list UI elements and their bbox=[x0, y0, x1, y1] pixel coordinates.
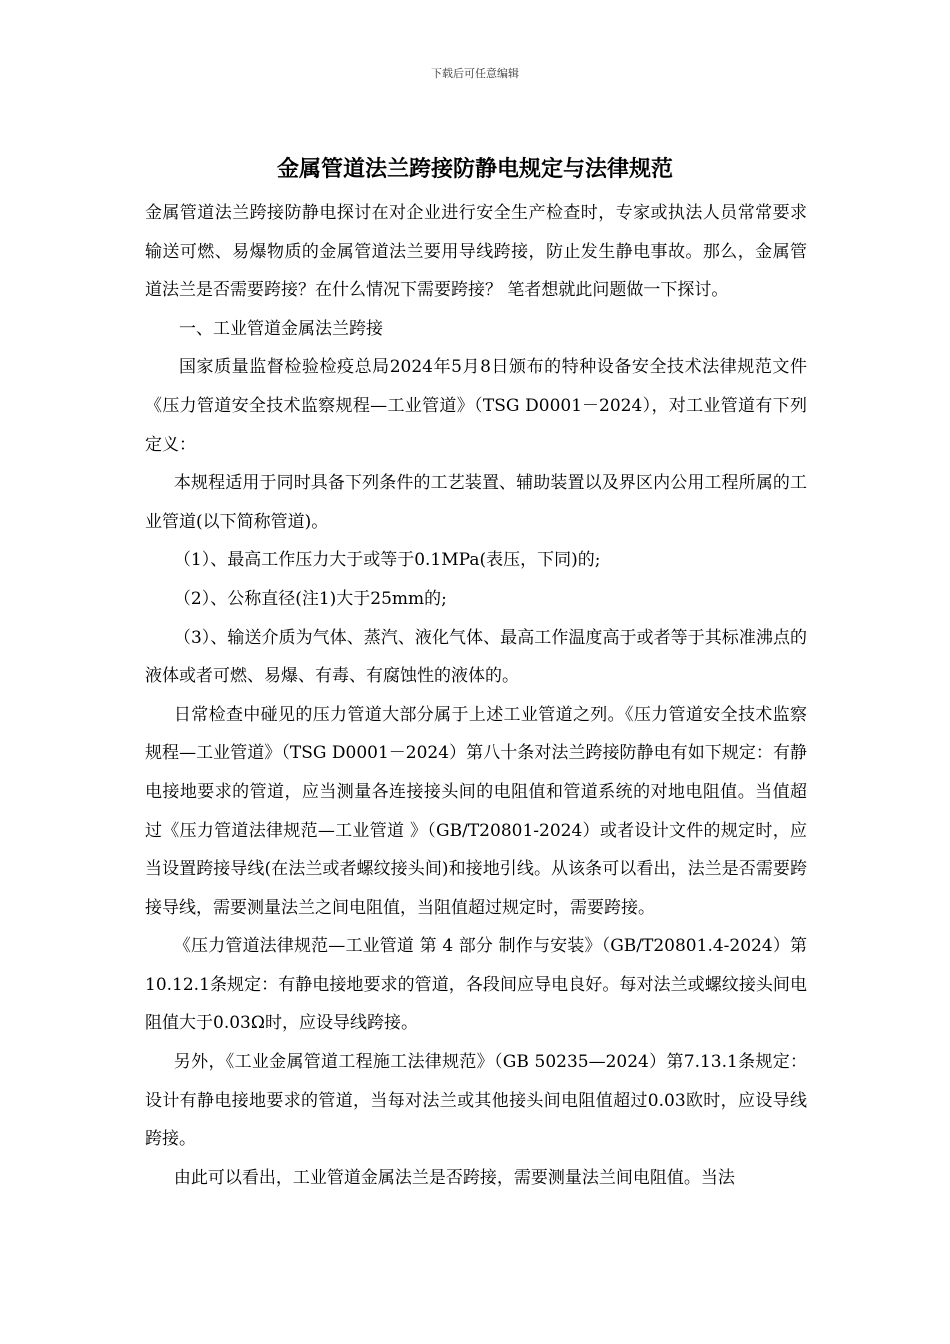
page-header-note: 下载后可任意编辑 bbox=[431, 67, 519, 80]
paragraph-regulation-gb50235: 另外，《工业金属管道工程施工法律规范》（GB 50235—2024）第7.13.1条规定：设计有静电接地要求的管道，当每对法兰或其他接头间电阻值超过0.03欧时，应设导线跨接。 bbox=[145, 1052, 807, 1150]
paragraph-intro: 金属管道法兰跨接防静电探讨在对企业进行安全生产检查时，专家或执法人员常常要求输送可燃、易爆物质的金属管道法兰要用导线跨接，防止发生静电事故。那么，金属管道法兰是否需要跨接？在什么情况下需要跨接？ 笔者想就此问题做一下探讨。 bbox=[145, 203, 807, 301]
paragraph-regulation-80: 日常检查中碰见的压力管道大部分属于上述工业管道之列。《压力管道安全技术监察规程—工业管道》（TSG D0001－2024）第八十条对法兰跨接防静电有如下规定：有静电接地要求的管道，应当测量各连接接头间的电阻值和管道系统的对地电阻值。当值超过《压力管道法律规范—工业管道 》（GB/T20801-2024）或者设计文件的规定时，应当设置跨接导线(在法兰或者螺纹接头间)和接地引线。从该条可以看出，法兰是否需要跨接导线，需要测量法兰之间电阻值，当阻值超过规定时，需要跨接。 bbox=[145, 704, 807, 918]
list-item-condition-1: （1）、最高工作压力大于或等于0.1MPa(表压，下同)的; bbox=[173, 550, 601, 571]
document-body bbox=[145, 194, 807, 1197]
section-heading-1: 一、工业管道金属法兰跨接 bbox=[179, 318, 383, 339]
paragraph-regulation-gbt20801: 《压力管道法律规范—工业管道 第 4 部分 制作与安装》（GB/T20801.4-2024）第10.12.1条规定：有静电接地要求的管道，各段间应导电良好。每对法兰或螺纹接头间电阻值大于0.03Ω时，应设导线跨接。 bbox=[145, 936, 807, 1034]
list-item-condition-3: （3）、输送介质为气体、蒸汽、液化气体、最高工作温度高于或者等于其标准沸点的液体或者可燃、易爆、有毒、有腐蚀性的液体的。 bbox=[145, 627, 807, 687]
paragraph-scope: 本规程适用于同时具备下列条件的工艺装置、辅助装置以及界区内公用工程所属的工业管道(以下简称管道)。 bbox=[145, 473, 807, 532]
paragraph-conclusion: 由此可以看出，工业管道金属法兰是否跨接，需要测量法兰间电阻值。当法 bbox=[173, 1167, 735, 1188]
paragraph-definition: 国家质量监督检验检疫总局2024年5月8日颁布的特种设备安全技术法律规范文件《压力管道安全技术监察规程—工业管道》（TSG D0001－2024），对工业管道有下列定义： bbox=[145, 357, 807, 455]
list-item-condition-2: （2）、公称直径(注1)大于25mm的; bbox=[173, 588, 447, 609]
document-title: 金属管道法兰跨接防静电规定与法律规范 bbox=[276, 156, 673, 182]
